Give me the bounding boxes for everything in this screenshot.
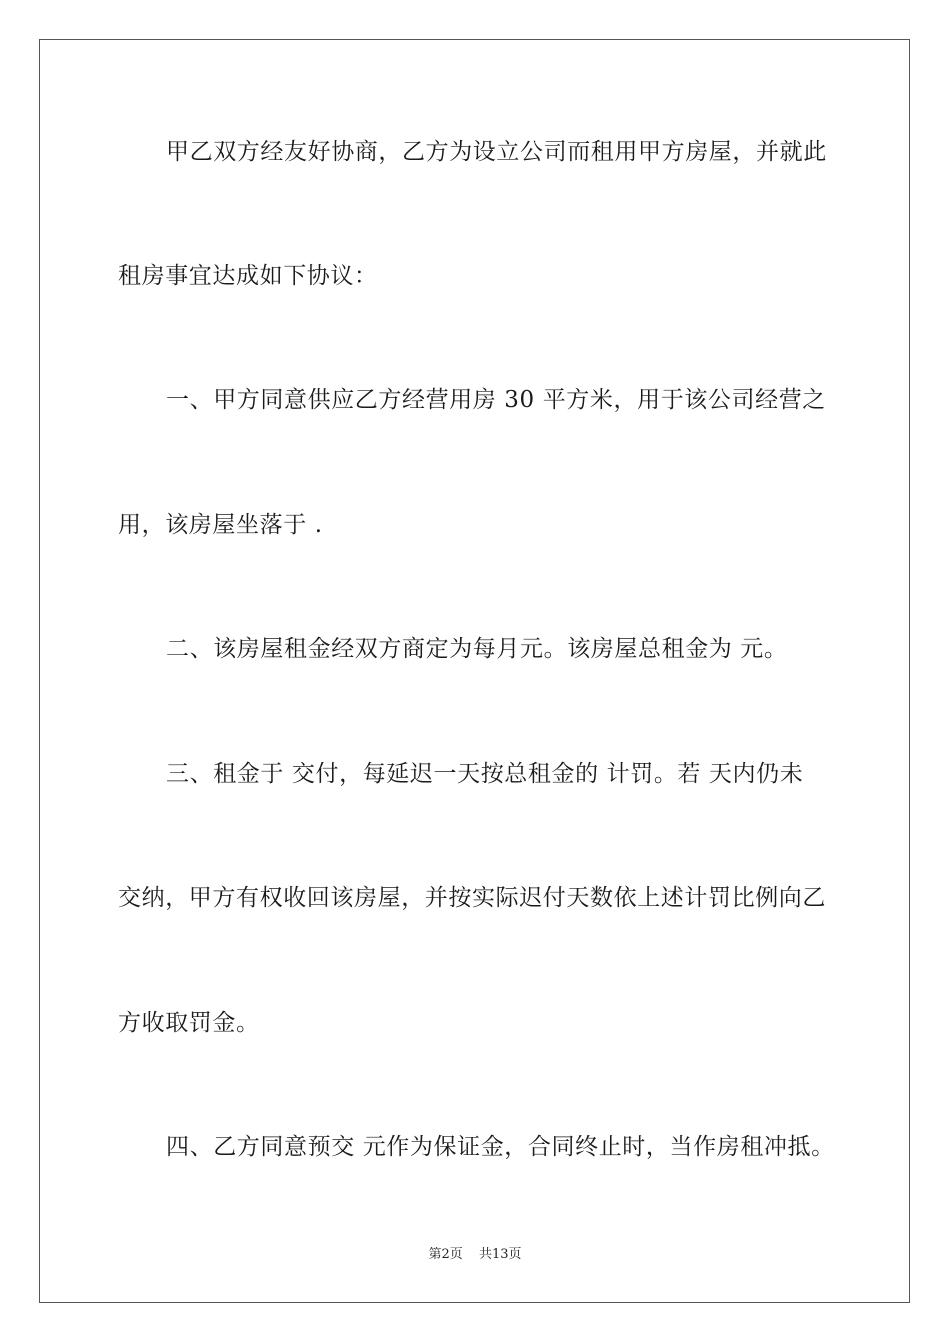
paragraph-line: 四、乙方同意预交 元作为保证金，合同终止时，当作房租冲抵。 xyxy=(166,1134,835,1160)
paragraph-line: 一、甲方同意供应乙方经营用房 30 平方米，用于该公司经营之 xyxy=(166,387,826,413)
paragraph-line: 租房事宜达成如下协议： xyxy=(118,263,378,289)
paragraph-line: 交纳，甲方有权收回该房屋，并按实际迟付天数依上述计罚比例向乙 xyxy=(118,885,826,911)
paragraph-line: 甲乙双方经友好协商，乙方为设立公司而租用甲方房屋，并就此 xyxy=(166,139,827,165)
page-total: 共13页 xyxy=(478,1247,522,1262)
page-footer xyxy=(0,1246,950,1264)
paragraph-line: 用，该房屋坐落于 . xyxy=(118,512,323,538)
page-border xyxy=(39,39,910,1303)
paragraph-line: 方收取罚金。 xyxy=(118,1010,260,1036)
paragraph-line: 三、租金于 交付，每延迟一天按总租金的 计罚。若 天内仍未 xyxy=(166,761,804,787)
paragraph-line: 二、该房屋租金经双方商定为每月元。该房屋总租金为 元。 xyxy=(166,636,788,662)
page-number: 第2页 xyxy=(428,1247,463,1262)
